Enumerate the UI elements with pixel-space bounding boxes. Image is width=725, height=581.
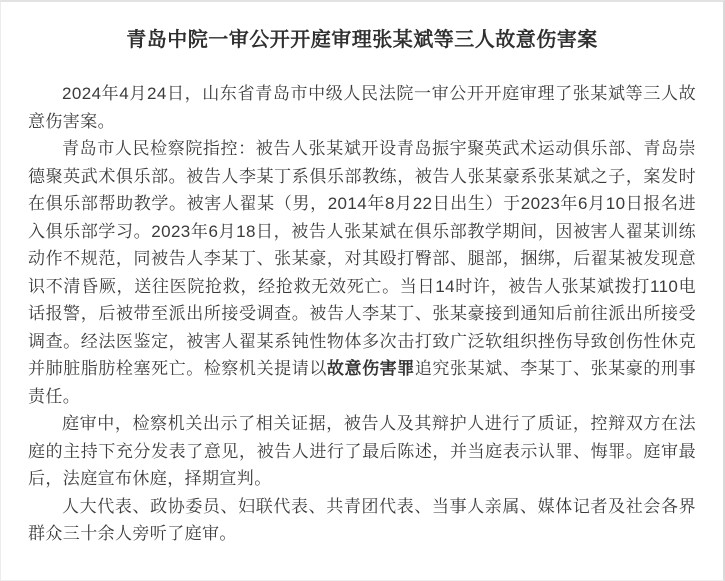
bold-charge-term: 故意伤害罪 [326, 359, 415, 378]
paragraph-trial-process [28, 410, 696, 493]
paragraph-trial-process-text: 庭审中，检察机关出示了相关证据，被告人及其辩护人进行了质证，控辩双方在法庭的主持下充分发表了意见，被告人进行了最后陈述，并当庭表示认罪、悔罪。庭审最后，法庭宣布休庭，择期宣判。 [28, 414, 696, 488]
allegation-text-before-bold: 青岛市人民检察院指控：被告人张某斌开设青岛振宇聚英武术运动俱乐部、青岛崇德聚英武术俱乐部。被告人李某丁系俱乐部教练，被告人张某豪系张某斌之子，案发时在俱乐部帮助教学。被害人翟某（男，2014年8月22日出生）于2023年6月10日报名进入俱乐部学习。2023年6月18日，被告人张某斌在俱乐部教学期间，因被害人翟某训练动作不规范，同被告人李某丁、张某豪，对其殴打臀部、腿部，捆绑，后翟某被发现意识不清昏厥，送往医院抢救，经抢救无效死亡。当日14时许，被告人张某斌拨打110电话报警，后被带至派出所接受调查。被告人李某丁、张某豪接到通知后前往派出所接受调查。经法医鉴定，被害人翟某系钝性物体多次击打致广泛软组织挫伤导致创伤性休克并肺脏脂肪栓塞死亡。检察机关提请以 [28, 139, 696, 378]
paragraph-prosecution-allegation [28, 135, 696, 410]
paragraph-observers-text: 人大代表、政协委员、妇联代表、共青团代表、当事人亲属、媒体记者及社会各界群众三十余人旁听了庭审。 [28, 496, 696, 543]
paragraph-case-intro-text: 2024年4月24日，山东省青岛市中级人民法院一审公开开庭审理了张某斌等三人故意伤害案。 [28, 84, 696, 131]
paragraph-observers [28, 493, 696, 548]
allegation-text-after-bold: 追究张某斌、李某丁、张某豪的刑事责任。 [28, 359, 696, 406]
paragraph-case-intro [28, 80, 696, 135]
article-body [1, 80, 723, 548]
article-title: 青岛中院一审公开开庭审理张某斌等三人故意伤害案 [126, 29, 598, 51]
